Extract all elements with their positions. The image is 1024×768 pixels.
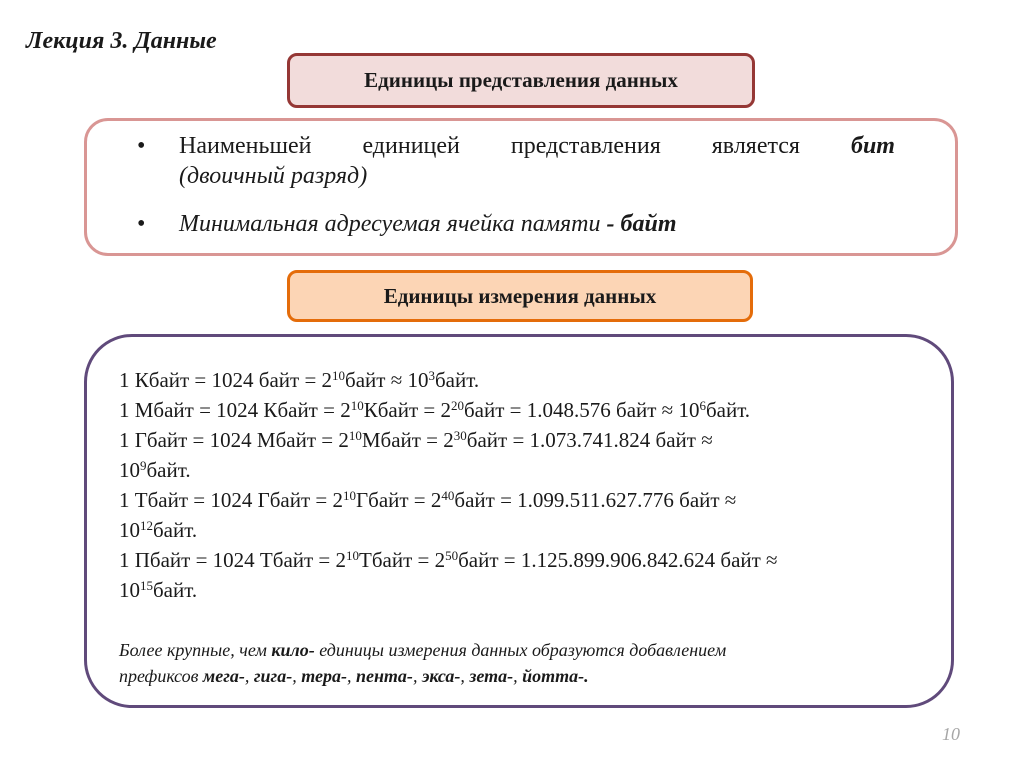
bullet-line-explanation: (двоичный разряд) [179, 163, 368, 189]
unit-formulas [119, 365, 778, 605]
exponent: 30 [453, 428, 467, 443]
exponent: 50 [445, 548, 459, 563]
formula-petabyte [119, 545, 778, 575]
separator: , [460, 666, 470, 686]
formula-petabyte-continued [119, 575, 778, 605]
exponent: 9 [140, 458, 147, 473]
formula-part: байт = 1.099.511.627.776 байт ≈ [454, 488, 737, 512]
word: является [711, 133, 800, 159]
bullet-dot: • [137, 211, 146, 237]
formula-part: 1 Мбайт = 1024 Кбайт = 2 [119, 398, 351, 422]
measurement-units-box [84, 334, 954, 708]
exponent: 10 [348, 428, 362, 443]
formula-part: 1 Кбайт = 1024 байт = 2 [119, 368, 333, 392]
section-header-measurement-units: Единицы измерения данных [287, 270, 753, 322]
formula-part: байт. [435, 368, 480, 392]
exponent: 6 [699, 398, 706, 413]
section-header-representation-units: Единицы представления данных [287, 53, 755, 108]
formula-part: Кбайт = 2 [363, 398, 451, 422]
representation-units-box [84, 118, 958, 256]
prefix-mega: мега- [202, 666, 245, 686]
formula-kilobyte [119, 365, 778, 395]
formula-part: байт. [153, 518, 198, 542]
formula-part: 1 Тбайт = 1024 Гбайт = 2 [119, 488, 343, 512]
bullet-text-main: Минимальная адресуемая ячейка памяти [179, 211, 601, 237]
prefix-kilo: кило- [271, 640, 315, 660]
prefix-note [119, 637, 726, 689]
separator: , [412, 666, 422, 686]
note-text: единицы измерения данных образуются добавлением [314, 640, 727, 660]
exponent: 3 [428, 368, 435, 383]
formula-part: Мбайт = 2 [361, 428, 454, 452]
note-end: . [584, 666, 589, 686]
formula-part: байт = 1.125.899.906.842.624 байт ≈ [458, 548, 778, 572]
exponent: 10 [346, 548, 360, 563]
exponent: 15 [140, 578, 153, 593]
exponent: 10 [332, 368, 346, 383]
formula-part: байт ≈ 10 [345, 368, 429, 392]
note-text: префиксов [119, 666, 203, 686]
bullet-line-main [179, 131, 895, 161]
formula-part: байт = 1.048.576 байт ≈ 10 [464, 398, 700, 422]
word: представления [510, 133, 661, 159]
separator: , [513, 666, 523, 686]
formula-part: Тбайт = 2 [359, 548, 446, 572]
formula-part: Гбайт = 2 [356, 488, 442, 512]
dash: - [600, 211, 621, 237]
separator: , [244, 666, 254, 686]
formula-megabyte [119, 395, 778, 425]
formula-part: байт. [705, 398, 751, 422]
page-number: 10 [942, 724, 960, 744]
formula-gigabyte-continued [119, 455, 778, 485]
formula-part: 1 Гбайт = 1024 Мбайт = 2 [119, 428, 349, 452]
formula-part: байт. [146, 458, 191, 482]
formula-terabyte-continued [119, 515, 778, 545]
bullet-text [179, 209, 677, 239]
word: единицей [362, 133, 460, 159]
exponent: 10 [350, 398, 364, 413]
prefix-yotta: йотта- [522, 666, 585, 686]
separator: , [292, 666, 302, 686]
formula-terabyte [119, 485, 778, 515]
formula-part: 10 [119, 578, 140, 602]
prefix-note-line-1 [119, 637, 726, 663]
prefix-zeta: зета- [469, 666, 514, 686]
prefix-giga: гига- [253, 666, 293, 686]
bullet-dot: • [137, 133, 146, 159]
prefix-tera: тера- [301, 666, 347, 686]
bullet-text [179, 131, 895, 191]
term-byte: байт [620, 211, 677, 237]
lecture-title: Лекция 3. Данные [26, 28, 217, 54]
formula-part: байт. [153, 578, 198, 602]
prefix-exa: экса- [421, 666, 461, 686]
word: Наименьшей [179, 133, 312, 159]
term-bit: бит [850, 133, 895, 159]
prefix-penta: пента- [355, 666, 413, 686]
formula-part: 10 [119, 458, 140, 482]
formula-part: байт = 1.073.741.824 байт ≈ [466, 428, 713, 452]
separator: , [346, 666, 356, 686]
prefix-note-line-2 [119, 663, 726, 689]
note-text: Более крупные, чем [119, 640, 272, 660]
exponent: 10 [343, 488, 356, 503]
formula-part: 10 [119, 518, 140, 542]
formula-part: 1 Пбайт = 1024 Тбайт = 2 [119, 548, 347, 572]
exponent: 12 [140, 518, 153, 533]
exponent: 40 [441, 488, 455, 503]
formula-gigabyte [119, 425, 778, 455]
exponent: 20 [451, 398, 464, 413]
